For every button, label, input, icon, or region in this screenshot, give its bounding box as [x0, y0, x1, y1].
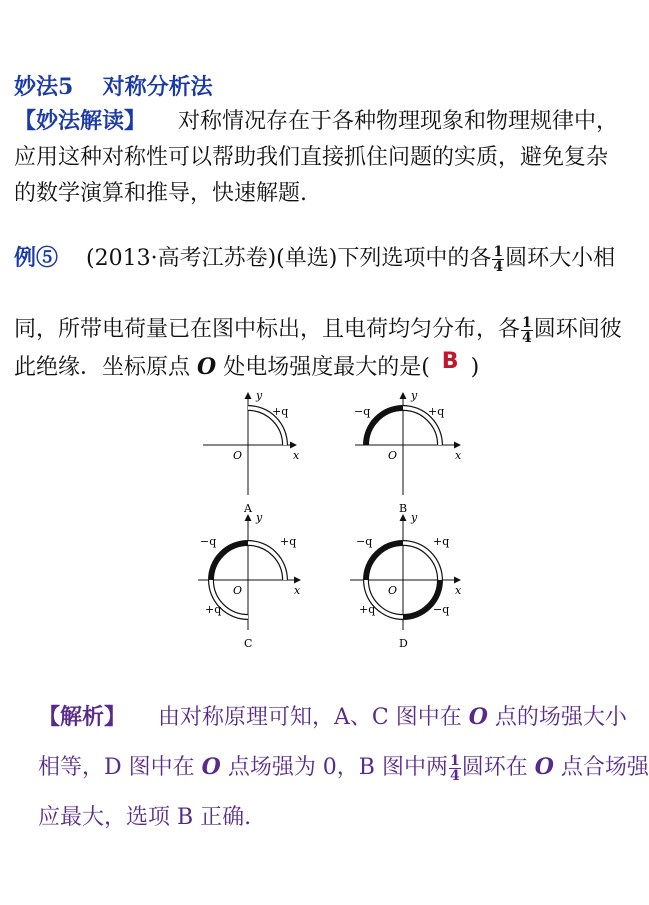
analysis-text-2a: 相等，D 图中在	[38, 755, 195, 780]
fig-d-plus-q-top: +q	[433, 535, 450, 548]
fig-d-y-label: y	[411, 511, 418, 524]
analysis-line-3: 应最大，选项 B 正确.	[38, 805, 252, 830]
heading-title: 对称分析法	[102, 74, 213, 100]
method-line-3: 的数学演算和推导，快速解题.	[14, 181, 307, 206]
figure-a	[203, 389, 300, 515]
analysis-origin-2: O	[201, 754, 221, 780]
fig-d-minus-q-bottom: −q	[433, 603, 450, 616]
fig-c-minus-q: −q	[200, 535, 217, 548]
fig-d-label: D	[399, 637, 408, 650]
method-tag: 【妙法解读】	[14, 108, 147, 134]
example-text-3c: )	[470, 355, 480, 380]
fig-c-plus-q-bottom: +q	[205, 603, 222, 616]
example-text-3a: 此绝缘．坐标原点	[14, 355, 191, 380]
fig-d-x-label: x	[455, 584, 462, 597]
example-text-2b: 圆环间彼	[533, 317, 622, 342]
fig-d-minus-q-top: −q	[356, 535, 373, 548]
fig-d-origin: O	[388, 584, 398, 597]
fig-a-y-label: y	[256, 389, 263, 402]
fig-c-y-label: y	[256, 511, 263, 524]
section-heading	[14, 72, 213, 102]
analysis-fraction-quarter: $\frac{1}{4}$	[449, 752, 460, 784]
method-text-1: 对称情况存在于各种物理现象和物理规律中，	[178, 109, 619, 134]
fig-a-x-label: x	[293, 449, 300, 462]
example-label: 例⑤	[14, 245, 59, 271]
analysis-text-2b: 点场强为 0，B 图中两	[227, 755, 448, 780]
analysis-line-1	[38, 702, 627, 733]
fig-c-label: C	[244, 637, 253, 650]
example-line-3	[14, 349, 480, 383]
method-line-2: 应用这种对称性可以帮助我们直接抓住问题的实质，避免复杂	[14, 145, 609, 170]
example-line-2	[14, 315, 622, 345]
origin-symbol: O	[197, 354, 217, 380]
fig-a-plus-q: +q	[272, 405, 289, 418]
fig-c-x-label: x	[294, 584, 301, 597]
fig-b-label: B	[399, 502, 408, 515]
example-line-1	[14, 243, 615, 274]
example-text-1a: (2013·高考江苏卷)(单选)下列选项中的各	[86, 246, 492, 271]
figure-c	[198, 511, 301, 650]
analysis-line-2	[38, 752, 649, 783]
fig-b-origin: O	[388, 449, 398, 462]
analysis-text-1a: 由对称原理可知，A、C 图中在	[158, 705, 462, 730]
analysis-text-2c: 圆环在	[461, 755, 528, 780]
analysis-origin-1: O	[468, 704, 488, 730]
example-text-2a: 同，所带电荷量已在图中标出，且电荷均匀分布，各	[14, 317, 521, 342]
example-text-3b: 处电场强度最大的是(	[223, 355, 430, 380]
analysis-text-2d: 点合场强	[560, 755, 649, 780]
heading-label: 妙法5	[14, 74, 74, 100]
fig-a-origin: O	[233, 449, 243, 462]
fig-a-label: A	[244, 502, 252, 515]
fig-b-y-label: y	[411, 389, 418, 402]
fraction-quarter-1: $\frac{1}{4}$	[493, 243, 504, 275]
figure-d	[350, 511, 462, 650]
analysis-text-1b: 点的场强大小	[494, 705, 627, 730]
figures-panel	[0, 385, 640, 660]
fig-c-origin: O	[233, 584, 243, 597]
fig-b-plus-q: +q	[428, 405, 445, 418]
figure-b	[354, 389, 462, 515]
answer-mark: B	[441, 349, 459, 374]
analysis-tag: 【解析】	[38, 704, 127, 730]
fig-c-plus-q-top: +q	[280, 535, 297, 548]
example-text-1b: 圆环大小相	[505, 246, 616, 271]
fraction-quarter-2: $\frac{1}{4}$	[522, 314, 532, 346]
fig-d-plus-q-bottom: +q	[359, 603, 376, 616]
method-line-1	[14, 106, 618, 137]
analysis-origin-3: O	[534, 754, 554, 780]
fig-b-minus-q: −q	[354, 405, 371, 418]
fig-b-x-label: x	[455, 449, 462, 462]
